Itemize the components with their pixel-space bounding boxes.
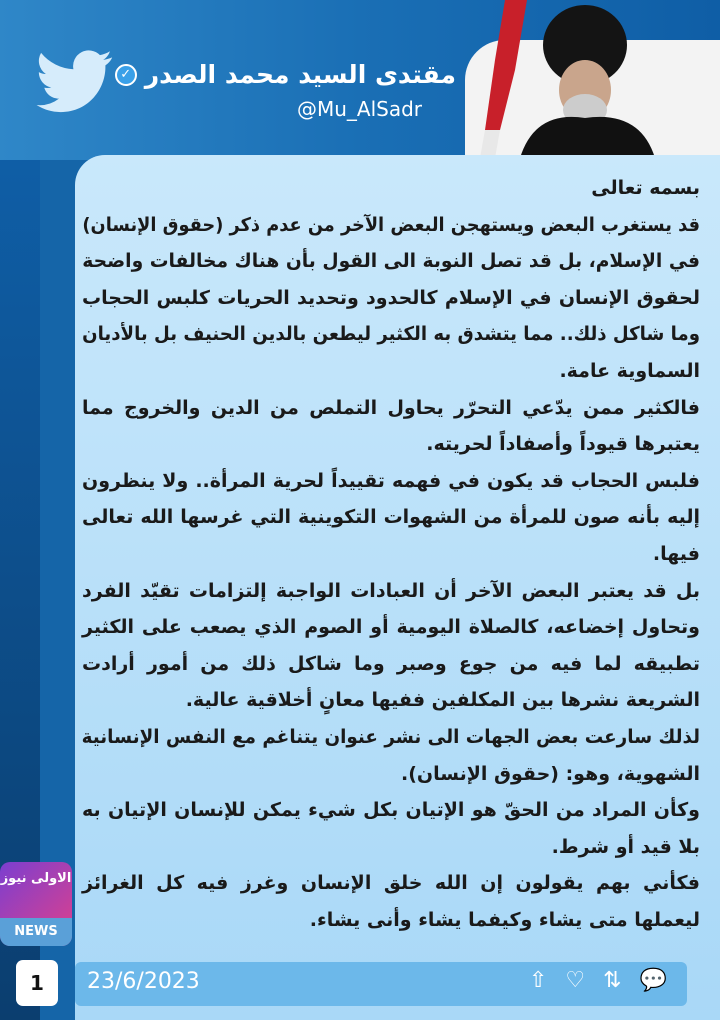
portrait-image — [465, 0, 720, 158]
tweet-date: 23/6/2023 — [87, 969, 200, 994]
tweet-line: ليعملها متى يشاء وكيفما يشاء وأنى يشاء. — [309, 908, 700, 931]
tweet-line: تطبيقه لما فيه من جوع وصبر وما شاكل ذلك من أمور أرادت — [82, 652, 700, 675]
account-handle[interactable]: @Mu_AlSadr — [296, 97, 422, 121]
tweet-line: إليه بأنه صون للمرأة من الشهوات التكوينية التي غرسها الله تعالى — [82, 506, 700, 529]
share-icon[interactable]: ⇧ — [528, 968, 548, 993]
account-name-text: مقتدى السيد محمد الصدر — [144, 60, 456, 89]
tweet-line: بلا قيد أو شرط. — [551, 835, 700, 858]
tweet-text — [82, 170, 700, 938]
account-name[interactable] — [115, 60, 456, 89]
tweet-line: وتحاول إخضاعه، كالصلاة اليومية أو الصوم الذي يصعب على الكثير — [82, 616, 700, 639]
reply-icon[interactable]: 💬 — [639, 968, 667, 993]
profile-photo — [465, 0, 720, 158]
tweet-line: فالكثير ممن يدّعي التحرّر يحاول التملص من الدين والخروج مما — [82, 396, 700, 419]
tweet-line: في الإسلام، بل قد تصل النوبة الى القول بأن هناك مخالفات واضحة — [82, 250, 701, 273]
tweet-line: فلبس الحجاب قد يكون في فهمه تقييداً لحرية المرأة.. ولا ينظرون — [82, 469, 700, 492]
tweet-line: لحقوق الإنسان في الإسلام كالحدود وتحديد الحريات كلبس الحجاب — [82, 286, 700, 309]
tweet-line: بل قد يعتبر البعض الآخر أن العبادات الواجبة إلتزامات تقيّد الفرد — [82, 579, 700, 602]
tweet-line: فيها. — [652, 542, 700, 565]
watermark-news: NEWS — [0, 918, 72, 946]
tweet-line: وما شاكل ذلك.. مما يتشدق به الكثير ليطعن بالدين الحنيف بل بالأديان — [82, 323, 700, 346]
tweet-line: الشهوية، وهو: (حقوق الإنسان). — [401, 762, 700, 785]
tweet-line: بسمه تعالى — [591, 177, 700, 199]
watermark-logo — [0, 862, 72, 946]
tweet-line: وكأن المراد من الحقّ هو الإتيان بكل شيء يمكن للإنسان الإتيان به — [82, 799, 700, 822]
profile-header — [0, 0, 720, 160]
tweet-line: السماوية عامة. — [559, 359, 700, 382]
retweet-icon[interactable]: ⇅ — [603, 968, 622, 993]
page-number: 1 — [16, 960, 58, 1006]
twitter-bird-icon — [36, 50, 114, 114]
tweet-line: الشريعة نشرها بين المكلفين ففيها معانٍ أخلاقية عالية. — [185, 689, 700, 712]
tweet-line: قد يستغرب البعض ويستهجن البعض الآخر من عدم ذكر (حقوق الإنسان) — [82, 213, 700, 236]
tweet-line: فكأني بهم يقولون إن الله خلق الإنسان وغرز فيه كل الغرائز — [82, 872, 700, 895]
tweet-line: لذلك سارعت بعض الجهات الى نشر عنوان يتناغم مع النفس الإنسانية — [81, 725, 700, 748]
like-icon[interactable]: ♡ — [565, 968, 586, 993]
watermark-arabic: الاولى نيوز — [0, 871, 72, 886]
verified-badge-icon: ✓ — [115, 64, 137, 86]
tweet-footer — [75, 962, 687, 1006]
tweet-line: يعتبرها قيوداً وأصفاداً لحريته. — [426, 433, 700, 456]
